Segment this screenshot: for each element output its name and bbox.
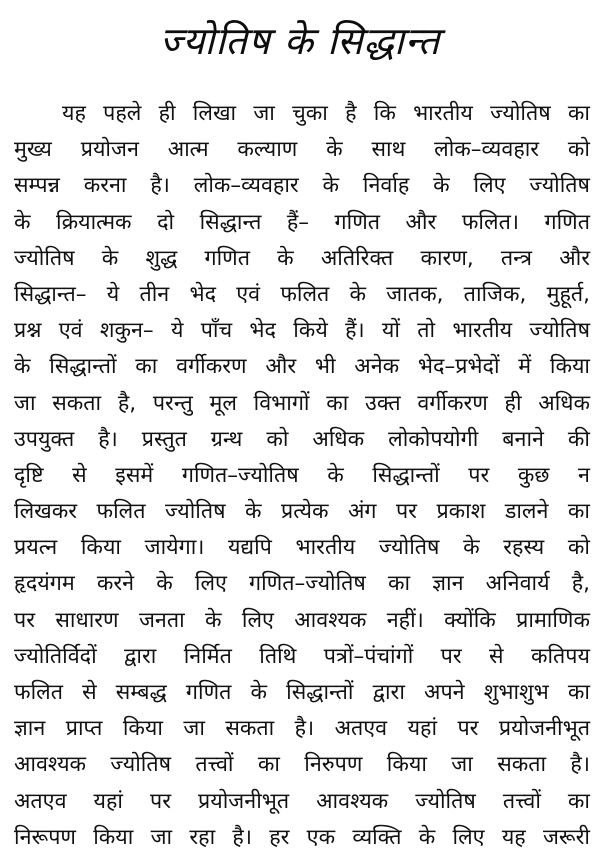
text-line: उपयुक्त है। प्रस्तुत ग्रन्थ को अधिक लोकोपयोगी बनाने की	[14, 426, 590, 452]
text-line: पर साधारण जनता के लिए आवश्यक नहीं। क्योंकि प्रामाणिक	[14, 607, 590, 633]
body-paragraph	[14, 96, 590, 856]
text-line: सिद्धान्त– ये तीन भेद एवं फलित के जातक, ताजिक, मुहूर्त,	[14, 281, 590, 307]
text-line: लिखकर फलित ज्योतिष के प्रत्येक अंग पर प्रकाश डालने का	[14, 499, 590, 525]
page-title: ज्योतिष के सिद्धान्त	[159, 19, 441, 63]
text-line: सम्पन्न करना है। लोक–व्यवहार के निर्वाह के लिए ज्योतिष	[14, 173, 590, 199]
text-line: ज्ञान प्राप्त किया जा सकता है। अतएव यहां पर प्रयोजनीभूत	[14, 716, 590, 742]
text-line: के सिद्धान्तों का वर्गीकरण और भी अनेक भेद–प्रभेदों में किया	[14, 354, 590, 380]
text-line: दृष्टि से इसमें गणित–ज्योतिष के सिद्धान्तों पर कुछ न	[14, 462, 590, 488]
text-line: अतएव यहां पर प्रयोजनीभूत आवश्यक ज्योतिष तत्त्वों का	[14, 788, 590, 814]
text-line: ज्योतिर्विदों द्वारा निर्मित तिथि पत्रों–पंचांगों पर से कतिपय	[14, 643, 590, 669]
text-line: के क्रियात्मक दो सिद्धान्त हैं– गणित और फलित। गणित	[14, 209, 590, 235]
text-line: ज्योतिष के शुद्ध गणित के अतिरिक्त कारण, तन्त्र और	[14, 245, 590, 271]
text-line: फलित से सम्बद्ध गणित के सिद्धान्तों द्वारा अपने शुभाशुभ का	[14, 680, 590, 705]
text-line: हृदयंगम करने के लिए गणित–ज्योतिष का ज्ञान अनिवार्य है,	[14, 571, 590, 597]
text-line: प्रश्न एवं शकुन– ये पाँच भेद किये हैं। यों तो भारतीय ज्योतिष	[14, 318, 590, 344]
text-line: मुख्य प्रयोजन आत्म कल्याण के साथ लोक–व्यवहार को	[14, 137, 590, 163]
text-line: प्रयत्न किया जायेगा। यद्यपि भारतीय ज्योतिष के रहस्य को	[14, 535, 590, 561]
text-line: जा सकता है, परन्तु मूल विभागों का उक्त वर्गीकरण ही अधिक	[14, 390, 590, 416]
text-line: आवश्यक ज्योतिष तत्त्वों का निरुपण किया जा सकता है।	[14, 752, 590, 778]
text-line: निरूपण किया जा रहा है। हर एक व्यक्ति के लिए यह जरूरी	[14, 824, 590, 850]
text-line: यह पहले ही लिखा जा चुका है कि भारतीय ज्योतिष का	[62, 101, 590, 126]
